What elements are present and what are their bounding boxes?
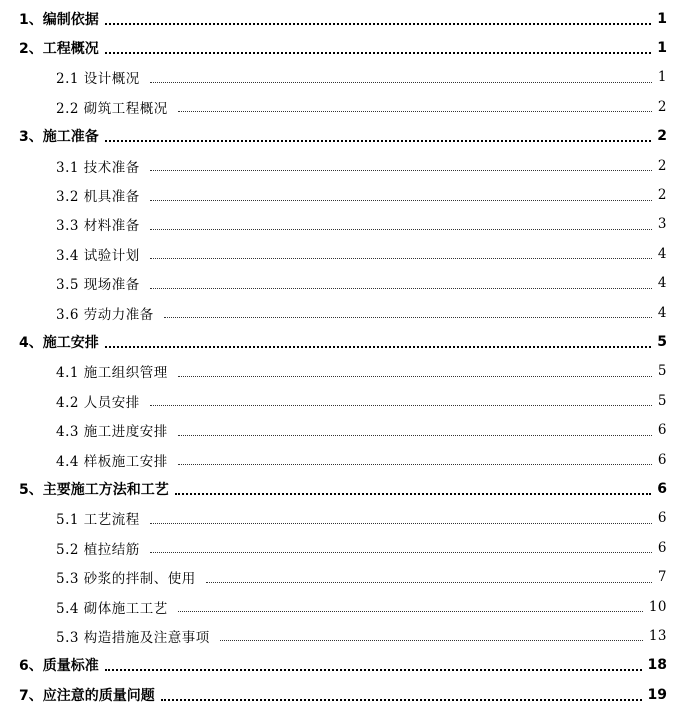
- toc-entry-label: 4.4 样板施工安排: [56, 450, 172, 470]
- toc-chapter-entry[interactable]: [0, 651, 679, 680]
- dot-leader: [150, 405, 652, 406]
- toc-entry-page-number: 6: [654, 540, 667, 556]
- toc-entry-label: 5、主要施工方法和工艺: [19, 479, 173, 499]
- toc-section-entry[interactable]: [0, 386, 679, 415]
- dot-leader: [105, 23, 652, 25]
- toc-entry-page-number: 2: [654, 158, 667, 174]
- toc-section-entry[interactable]: [0, 269, 679, 298]
- toc-entry-label: 4.2 人员安排: [56, 391, 144, 411]
- toc-section-entry[interactable]: [0, 63, 679, 92]
- toc-entry-label: 4、施工安排: [19, 332, 103, 352]
- toc-entry-page-number: 4: [654, 246, 667, 262]
- toc-section-entry[interactable]: [0, 533, 679, 562]
- toc-entry-label: 2、工程概况: [19, 38, 103, 58]
- toc-section-entry[interactable]: [0, 239, 679, 268]
- toc-section-entry[interactable]: [0, 210, 679, 239]
- toc-entry-label: 1、编制依据: [19, 9, 103, 29]
- toc-section-entry[interactable]: [0, 415, 679, 444]
- toc-section-entry[interactable]: [0, 504, 679, 533]
- dot-leader: [150, 200, 652, 201]
- dot-leader: [206, 582, 652, 583]
- toc-entry-page-number: 1: [654, 69, 667, 85]
- dot-leader: [178, 376, 652, 377]
- toc-section-entry[interactable]: [0, 151, 679, 180]
- toc-entry-page-number: 4: [654, 305, 667, 321]
- toc-section-entry[interactable]: [0, 445, 679, 474]
- toc-section-entry[interactable]: [0, 180, 679, 209]
- toc-entry-page-number: 19: [644, 687, 667, 703]
- dot-leader: [105, 52, 652, 54]
- toc-entry-page-number: 5: [653, 334, 667, 350]
- toc-chapter-entry[interactable]: [0, 680, 679, 709]
- toc-entry-label: 7、应注意的质量问题: [19, 685, 159, 705]
- toc-section-entry[interactable]: [0, 92, 679, 121]
- toc-entry-page-number: 2: [653, 128, 667, 144]
- table-of-contents: [0, 4, 679, 709]
- toc-section-entry[interactable]: [0, 298, 679, 327]
- toc-entry-page-number: 18: [644, 657, 667, 673]
- toc-entry-page-number: 1: [653, 40, 667, 56]
- dot-leader: [150, 258, 652, 259]
- toc-entry-label: 5.1 工艺流程: [56, 508, 144, 528]
- dot-leader: [150, 523, 652, 524]
- toc-entry-page-number: 2: [654, 187, 667, 203]
- toc-entry-page-number: 10: [645, 599, 667, 615]
- toc-entry-label: 3.5 现场准备: [56, 273, 144, 293]
- toc-entry-page-number: 3: [654, 216, 667, 232]
- toc-entry-label: 6、质量标准: [19, 655, 103, 675]
- dot-leader: [150, 82, 652, 83]
- toc-entry-page-number: 13: [645, 628, 667, 644]
- toc-entry-label: 3.1 技术准备: [56, 156, 144, 176]
- toc-entry-page-number: 7: [654, 569, 667, 585]
- toc-entry-label: 5.4 砌体施工工艺: [56, 597, 172, 617]
- toc-entry-page-number: 4: [654, 275, 667, 291]
- toc-entry-page-number: 5: [654, 363, 667, 379]
- dot-leader: [105, 346, 652, 348]
- dot-leader: [175, 493, 652, 495]
- dot-leader: [105, 140, 652, 142]
- dot-leader: [220, 640, 643, 641]
- toc-entry-label: 4.1 施工组织管理: [56, 361, 172, 381]
- toc-entry-label: 2.1 设计概况: [56, 67, 144, 87]
- toc-entry-page-number: 2: [654, 99, 667, 115]
- dot-leader: [161, 699, 642, 701]
- toc-entry-label: 4.3 施工进度安排: [56, 420, 172, 440]
- toc-entry-label: 3.4 试验计划: [56, 244, 144, 264]
- dot-leader: [178, 464, 652, 465]
- dot-leader: [105, 669, 642, 671]
- toc-entry-label: 3、施工准备: [19, 126, 103, 146]
- toc-entry-label: 3.6 劳动力准备: [56, 303, 158, 323]
- toc-chapter-entry[interactable]: [0, 4, 679, 33]
- toc-section-entry[interactable]: [0, 357, 679, 386]
- toc-entry-label: 2.2 砌筑工程概况: [56, 97, 172, 117]
- dot-leader: [178, 111, 652, 112]
- dot-leader: [178, 435, 652, 436]
- toc-entry-label: 5.2 植拉结筋: [56, 538, 144, 558]
- toc-section-entry[interactable]: [0, 621, 679, 650]
- toc-entry-page-number: 6: [654, 422, 667, 438]
- toc-chapter-entry[interactable]: [0, 474, 679, 503]
- dot-leader: [150, 552, 652, 553]
- toc-entry-page-number: 1: [653, 11, 667, 27]
- toc-entry-label: 5.3 构造措施及注意事项: [56, 626, 214, 646]
- dot-leader: [150, 229, 652, 230]
- toc-entry-label: 5.3 砂浆的拌制、使用: [56, 567, 200, 587]
- toc-entry-page-number: 6: [653, 481, 667, 497]
- dot-leader: [150, 170, 652, 171]
- toc-chapter-entry[interactable]: [0, 327, 679, 356]
- toc-entry-label: 3.2 机具准备: [56, 185, 144, 205]
- dot-leader: [164, 317, 652, 318]
- toc-entry-page-number: 6: [654, 452, 667, 468]
- dot-leader: [178, 611, 643, 612]
- toc-section-entry[interactable]: [0, 562, 679, 591]
- toc-entry-page-number: 6: [654, 510, 667, 526]
- toc-chapter-entry[interactable]: [0, 122, 679, 151]
- toc-chapter-entry[interactable]: [0, 33, 679, 62]
- toc-entry-page-number: 5: [654, 393, 667, 409]
- toc-entry-label: 3.3 材料准备: [56, 214, 144, 234]
- dot-leader: [150, 288, 652, 289]
- toc-section-entry[interactable]: [0, 592, 679, 621]
